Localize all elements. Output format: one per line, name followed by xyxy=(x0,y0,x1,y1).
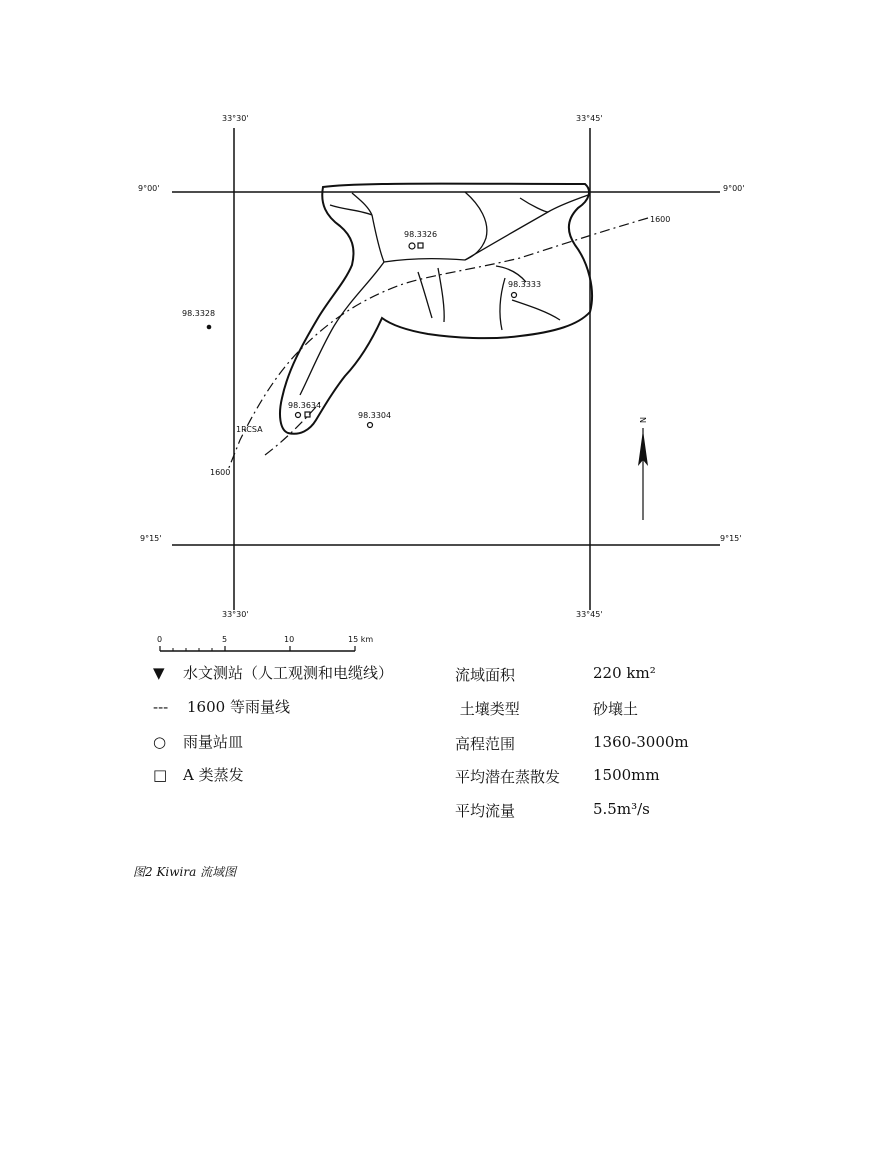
scale-tick-5: 5 xyxy=(222,635,228,644)
rain-gauge-circle-icon xyxy=(296,413,301,418)
stat-label-flow: 平均流量 xyxy=(455,802,516,820)
lon-label-top-left: 33°30' xyxy=(222,114,249,123)
lat-label-bottom-right: 9°15' xyxy=(720,534,742,543)
legend-item-evaporation xyxy=(153,766,244,784)
evaporation-square-icon xyxy=(418,243,423,248)
north-label: N xyxy=(638,417,647,423)
scale-tick-0: 0 xyxy=(157,635,163,644)
station-label-98-3326: 98.3326 xyxy=(404,230,438,239)
lon-label-bottom-left: 33°30' xyxy=(222,610,249,619)
stat-label-soil: 土壤类型 xyxy=(455,700,520,718)
scale-tick-15: 15 km xyxy=(348,635,374,644)
station-label-98-3634: 98.3634 xyxy=(288,401,322,410)
stat-label-elevation: 高程范围 xyxy=(455,735,516,753)
stat-value-elevation: 1360-3000m xyxy=(593,733,689,751)
legend-label: A 类蒸发 xyxy=(183,766,244,784)
north-arrow-icon xyxy=(638,417,648,520)
scale-bar xyxy=(157,635,373,651)
circle-icon: ○ xyxy=(153,733,167,751)
hydro-station-label: 1RCSA xyxy=(236,425,263,434)
isohyet-label-south: 1600 xyxy=(210,468,231,477)
legend-label: 水文测站（人工观测和电缆线） xyxy=(183,664,394,682)
triangle-down-icon: ▼ xyxy=(153,664,165,682)
streams xyxy=(300,192,588,395)
dash-line-icon: --- xyxy=(153,698,169,716)
stat-value-flow: 5.5m³/s xyxy=(593,800,650,818)
legend-item-isohyet xyxy=(153,698,290,716)
station-label-98-3304: 98.3304 xyxy=(358,411,392,420)
station-dot-icon xyxy=(207,325,212,330)
scale-tick-10: 10 xyxy=(284,635,295,644)
rain-gauge-circle-icon xyxy=(512,293,517,298)
legend-label: 1600 等雨量线 xyxy=(187,698,290,716)
stat-label-area: 流域面积 xyxy=(455,666,516,684)
station-label-98-3333: 98.3333 xyxy=(508,280,542,289)
station-label-98-3328: 98.3328 xyxy=(182,309,216,318)
stat-value-pet: 1500mm xyxy=(593,766,660,784)
square-icon: □ xyxy=(153,766,168,784)
figure-caption: 图2 Kiwira 流域图 xyxy=(133,865,237,879)
lat-label-top-right: 9°00' xyxy=(723,184,745,193)
lat-label-bottom-left: 9°15' xyxy=(140,534,162,543)
lat-label-top-left: 9°00' xyxy=(138,184,160,193)
stat-label-pet: 平均潜在蒸散发 xyxy=(455,768,561,786)
catchment-boundary xyxy=(280,184,592,434)
stat-value-soil: 砂壤土 xyxy=(593,700,639,718)
isohyet-label-north: 1600 xyxy=(650,215,671,224)
rain-gauge-circle-icon xyxy=(409,243,415,249)
lon-label-top-right: 33°45' xyxy=(576,114,603,123)
legend-label: 雨量站皿 xyxy=(183,733,244,751)
legend-item-hydro-station xyxy=(153,664,393,682)
rain-gauge-circle-icon xyxy=(368,423,373,428)
legend-item-rain-gauge xyxy=(153,733,243,751)
stat-value-area: 220 km² xyxy=(593,664,656,682)
lon-label-bottom-right: 33°45' xyxy=(576,610,603,619)
